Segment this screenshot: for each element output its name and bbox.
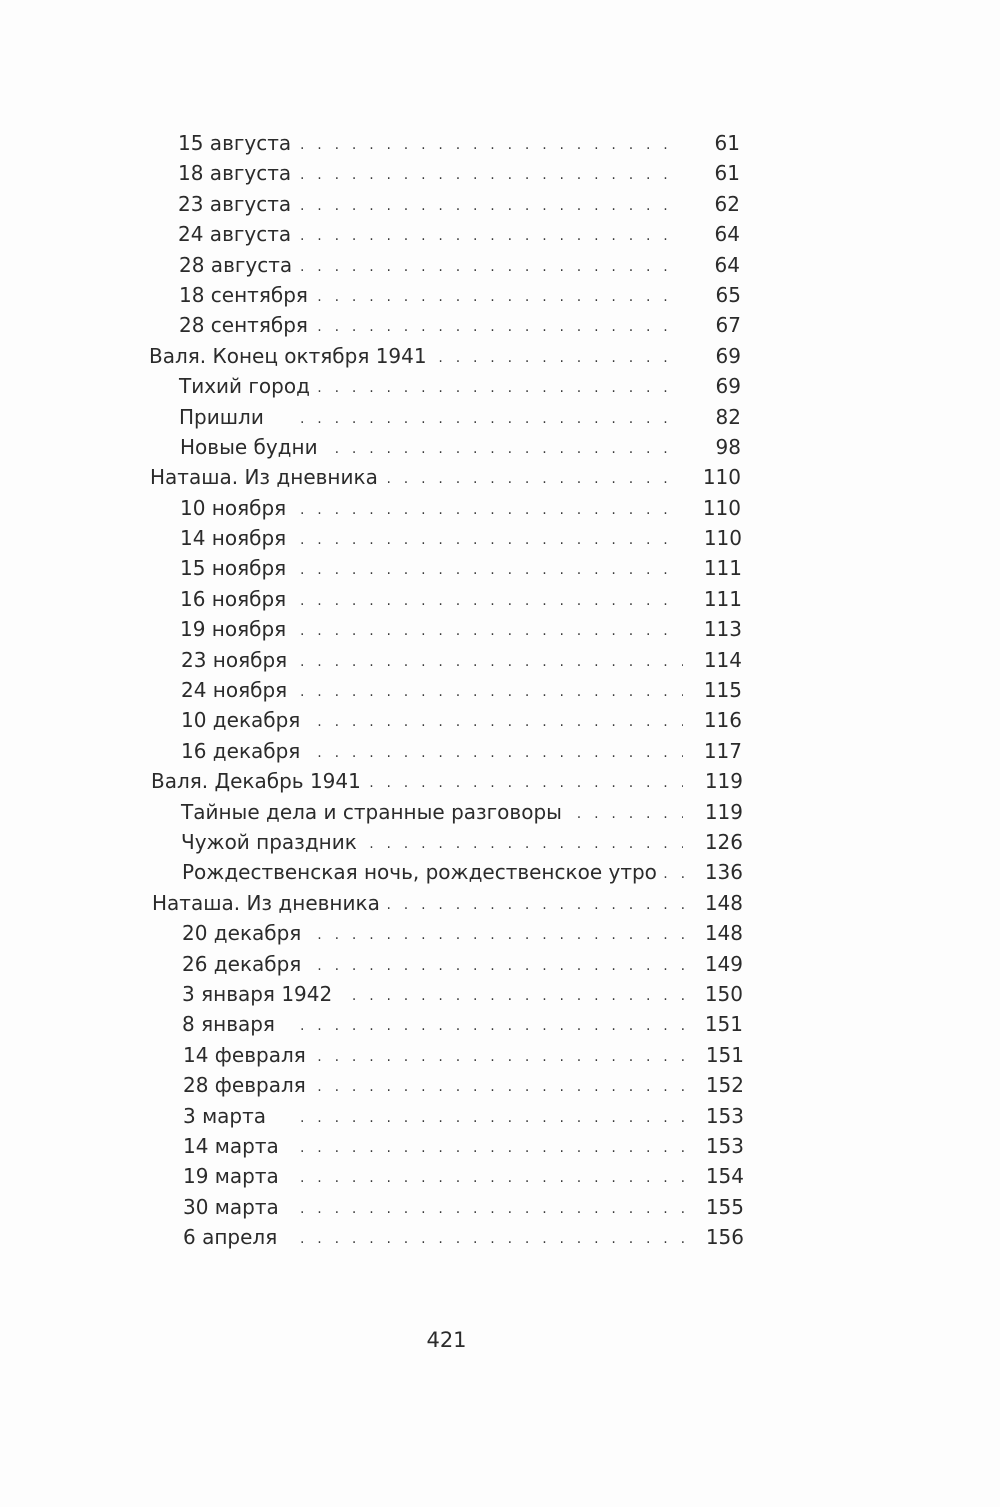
toc-entry-page-number: 115: [703, 678, 742, 703]
toc-entry-title: 23 ноября: [181, 645, 293, 675]
toc-entry-title: 16 декабря: [181, 736, 306, 766]
leader-dots: [300, 310, 681, 340]
table-of-contents: [0, 128, 1000, 1252]
toc-entry-page-number: 114: [703, 647, 742, 672]
leader-dots: [300, 250, 681, 280]
toc-entry-page-number: 154: [705, 1164, 744, 1189]
toc-entry-title: 28 сентября: [179, 310, 314, 340]
toc-entry[interactable]: [0, 857, 1000, 887]
toc-entry-title: 14 марта: [183, 1131, 285, 1161]
leader-dots: [300, 1131, 685, 1161]
toc-entry[interactable]: [0, 1101, 1000, 1131]
toc-entry-title: 18 августа: [178, 158, 297, 188]
toc-entry-title: 14 ноября: [180, 523, 292, 553]
toc-entry[interactable]: [0, 553, 1000, 583]
toc-entry-page-number: 119: [704, 769, 743, 794]
toc-entry-page-number: 155: [705, 1194, 744, 1219]
toc-entry-title: 14 февраля: [183, 1040, 312, 1070]
toc-entry-title: 19 марта: [183, 1161, 285, 1191]
toc-entry-page-number: 116: [703, 708, 742, 733]
toc-entry-page-number: 148: [704, 890, 743, 915]
leader-dots: [300, 949, 684, 979]
toc-entry[interactable]: [0, 1222, 1000, 1252]
toc-entry-title: 28 февраля: [183, 1070, 312, 1100]
toc-entry-title: 16 ноября: [180, 584, 292, 614]
toc-entry[interactable]: [0, 584, 1000, 614]
toc-entry-title: 26 декабря: [182, 949, 307, 979]
toc-entry[interactable]: [0, 736, 1000, 766]
toc-entry-title: 24 августа: [178, 219, 297, 249]
leader-dots: [300, 1161, 685, 1191]
toc-entry[interactable]: [0, 797, 1000, 827]
leader-dots: [300, 979, 684, 1009]
toc-entry-title: Наташа. Из дневника: [150, 462, 384, 492]
toc-entry[interactable]: [0, 1161, 1000, 1191]
toc-entry-title: Рождественская ночь, рождественское утро: [182, 857, 663, 887]
toc-entry[interactable]: [0, 645, 1000, 675]
toc-entry-page-number: 149: [704, 951, 743, 976]
toc-entry-title: Наташа. Из дневника: [152, 888, 386, 918]
toc-entry-page-number: 82: [715, 404, 741, 429]
toc-entry-page-number: 119: [704, 799, 743, 824]
leader-dots: [300, 918, 684, 948]
toc-entry[interactable]: [0, 128, 1000, 158]
toc-entry[interactable]: [0, 827, 1000, 857]
toc-entry-title: 19 ноября: [180, 614, 292, 644]
leader-dots: [300, 402, 681, 432]
toc-entry[interactable]: [0, 158, 1000, 188]
toc-entry[interactable]: [0, 766, 1000, 796]
leader-dots: [300, 705, 683, 735]
toc-entry[interactable]: [0, 888, 1000, 918]
toc-entry[interactable]: [0, 1040, 1000, 1070]
toc-entry-page-number: 67: [715, 313, 741, 338]
toc-entry-page-number: 113: [703, 617, 742, 642]
leader-dots: [300, 523, 682, 553]
leader-dots: [300, 493, 682, 523]
toc-entry[interactable]: [0, 341, 1000, 371]
leader-dots: [300, 736, 683, 766]
toc-entry-title: Новые будни: [180, 432, 324, 462]
toc-entry[interactable]: [0, 462, 1000, 492]
toc-entry-title: 15 августа: [178, 128, 297, 158]
toc-entry-page-number: 150: [704, 981, 743, 1006]
leader-dots: [300, 158, 680, 188]
toc-entry[interactable]: [0, 949, 1000, 979]
leader-dots: [300, 553, 682, 583]
toc-entry-page-number: 61: [714, 161, 740, 186]
toc-entry-title: 30 марта: [183, 1192, 285, 1222]
toc-entry[interactable]: [0, 280, 1000, 310]
leader-dots: [300, 371, 681, 401]
leader-dots: [300, 614, 682, 644]
toc-entry-page-number: 148: [704, 921, 743, 946]
toc-entry[interactable]: [0, 371, 1000, 401]
toc-entry-page-number: 110: [702, 495, 741, 520]
toc-entry[interactable]: [0, 614, 1000, 644]
toc-entry-title: 24 ноября: [181, 675, 293, 705]
toc-entry-title: Валя. Конец октября 1941: [149, 341, 433, 371]
toc-entry-page-number: 110: [702, 465, 741, 490]
toc-entry[interactable]: [0, 219, 1000, 249]
leader-dots: [300, 1009, 684, 1039]
toc-entry-page-number: 98: [715, 434, 741, 459]
toc-entry[interactable]: [0, 310, 1000, 340]
toc-entry-page-number: 69: [715, 374, 741, 399]
toc-entry-title: 23 августа: [178, 189, 297, 219]
toc-entry-title: Валя. Декабрь 1941: [151, 766, 367, 796]
toc-entry-title: Пришли: [179, 402, 270, 432]
toc-entry-page-number: 111: [703, 586, 742, 611]
toc-entry-title: Чужой праздник: [181, 827, 363, 857]
leader-dots: [300, 280, 681, 310]
toc-entry-page-number: 151: [704, 1012, 743, 1037]
toc-entry-page-number: 69: [715, 343, 741, 368]
toc-entry[interactable]: [0, 1070, 1000, 1100]
toc-entry[interactable]: [0, 250, 1000, 280]
toc-entry[interactable]: [0, 493, 1000, 523]
toc-entry[interactable]: [0, 705, 1000, 735]
leader-dots: [300, 1070, 685, 1100]
toc-entry[interactable]: [0, 1192, 1000, 1222]
toc-entry-page-number: 62: [714, 191, 740, 216]
toc-entry-page-number: 136: [704, 860, 743, 885]
toc-entry-page-number: 153: [705, 1133, 744, 1158]
leader-dots: [300, 1192, 685, 1222]
toc-entry-page-number: 153: [705, 1103, 744, 1128]
leader-dots: [300, 1222, 685, 1252]
toc-entry[interactable]: [0, 523, 1000, 553]
toc-entry-title: 20 декабря: [182, 918, 307, 948]
toc-entry-title: Тихий город: [179, 371, 316, 401]
leader-dots: [300, 128, 680, 158]
page-number-footer: 421: [426, 1328, 467, 1352]
toc-entry-title: 15 ноября: [180, 553, 292, 583]
toc-entry-page-number: 156: [705, 1225, 744, 1250]
toc-entry-page-number: 65: [715, 282, 741, 307]
toc-entry-page-number: 151: [705, 1042, 744, 1067]
toc-entry[interactable]: [0, 402, 1000, 432]
toc-entry[interactable]: [0, 675, 1000, 705]
toc-entry-page-number: 126: [704, 829, 743, 854]
leader-dots: [300, 432, 682, 462]
toc-entry-page-number: 152: [705, 1073, 744, 1098]
leader-dots: [300, 584, 682, 614]
toc-entry[interactable]: [0, 918, 1000, 948]
toc-entry[interactable]: [0, 979, 1000, 1009]
toc-entry-title: 10 ноября: [180, 493, 292, 523]
toc-entry[interactable]: [0, 1009, 1000, 1039]
toc-entry[interactable]: [0, 189, 1000, 219]
leader-dots: [300, 675, 683, 705]
toc-entry-title: 8 января: [182, 1009, 281, 1039]
toc-entry-page-number: 111: [703, 556, 742, 581]
toc-entry-title: 3 января 1942: [182, 979, 338, 1009]
toc-entry-title: 10 декабря: [181, 705, 306, 735]
toc-entry-title: 6 апреля: [183, 1222, 283, 1252]
toc-entry[interactable]: [0, 432, 1000, 462]
toc-entry-title: 3 марта: [183, 1101, 272, 1131]
leader-dots: [300, 1101, 685, 1131]
toc-entry-page-number: 117: [703, 738, 742, 763]
toc-entry[interactable]: [0, 1131, 1000, 1161]
leader-dots: [300, 645, 683, 675]
toc-entry-title: Тайные дела и странные разговоры: [181, 797, 568, 827]
toc-entry-page-number: 64: [714, 252, 740, 277]
leader-dots: [300, 219, 680, 249]
leader-dots: [300, 189, 680, 219]
toc-entry-title: 28 августа: [179, 250, 298, 280]
leader-dots: [300, 1040, 685, 1070]
toc-entry-title: 18 сентября: [179, 280, 314, 310]
toc-entry-page-number: 61: [714, 131, 740, 155]
toc-entry-page-number: 110: [703, 526, 742, 551]
toc-entry-page-number: 64: [714, 222, 740, 247]
